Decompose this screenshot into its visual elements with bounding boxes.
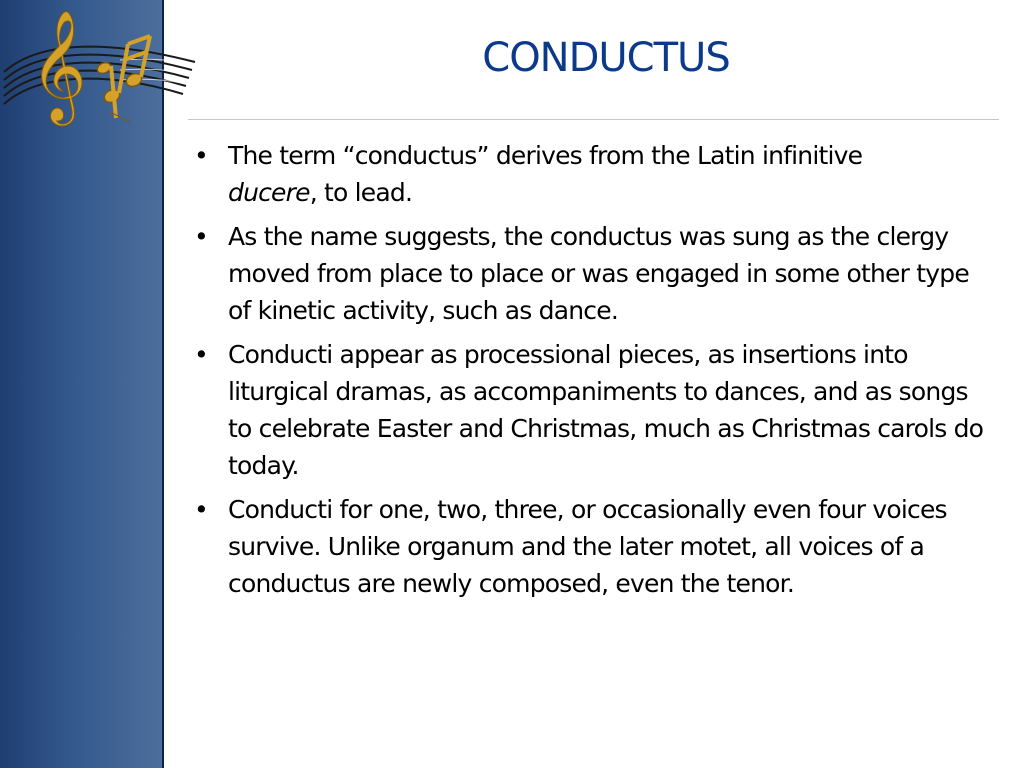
bullet-text: The term “conductus” derives from the Latin infinitive [228, 141, 863, 170]
title-divider [188, 119, 999, 120]
bullet-list [190, 137, 990, 609]
list-item [190, 218, 990, 329]
bullet-icon: • [194, 141, 208, 170]
list-item [190, 491, 990, 602]
bullet-text: Conducti for one, two, three, or occasionally even four voices survive. Unlike organum and the later motet, all voices of a conductus are newly composed, even the tenor. [228, 495, 947, 598]
list-item [190, 336, 990, 484]
bullet-text-after: , to lead. [309, 178, 413, 207]
music-staff-icon [0, 0, 200, 130]
bullet-emphasis: ducere [228, 178, 310, 207]
bullet-icon: • [194, 222, 208, 251]
slide-title: CONDUCTUS [482, 35, 730, 81]
list-item [190, 137, 990, 211]
bullet-icon: • [194, 495, 208, 524]
bullet-text: Conducti appear as processional pieces, as insertions into liturgical dramas, as accompaniments to dances, and as songs to celebrate Easter and Christmas, much as Christmas carols do today. [228, 340, 984, 480]
bullet-icon: • [194, 340, 208, 369]
bullet-text: As the name suggests, the conductus was sung as the clergy moved from place to place or was engaged in some other type of kinetic activity, such as dance. [228, 222, 969, 325]
treble-clef-icon: 𝄞 [30, 9, 87, 121]
